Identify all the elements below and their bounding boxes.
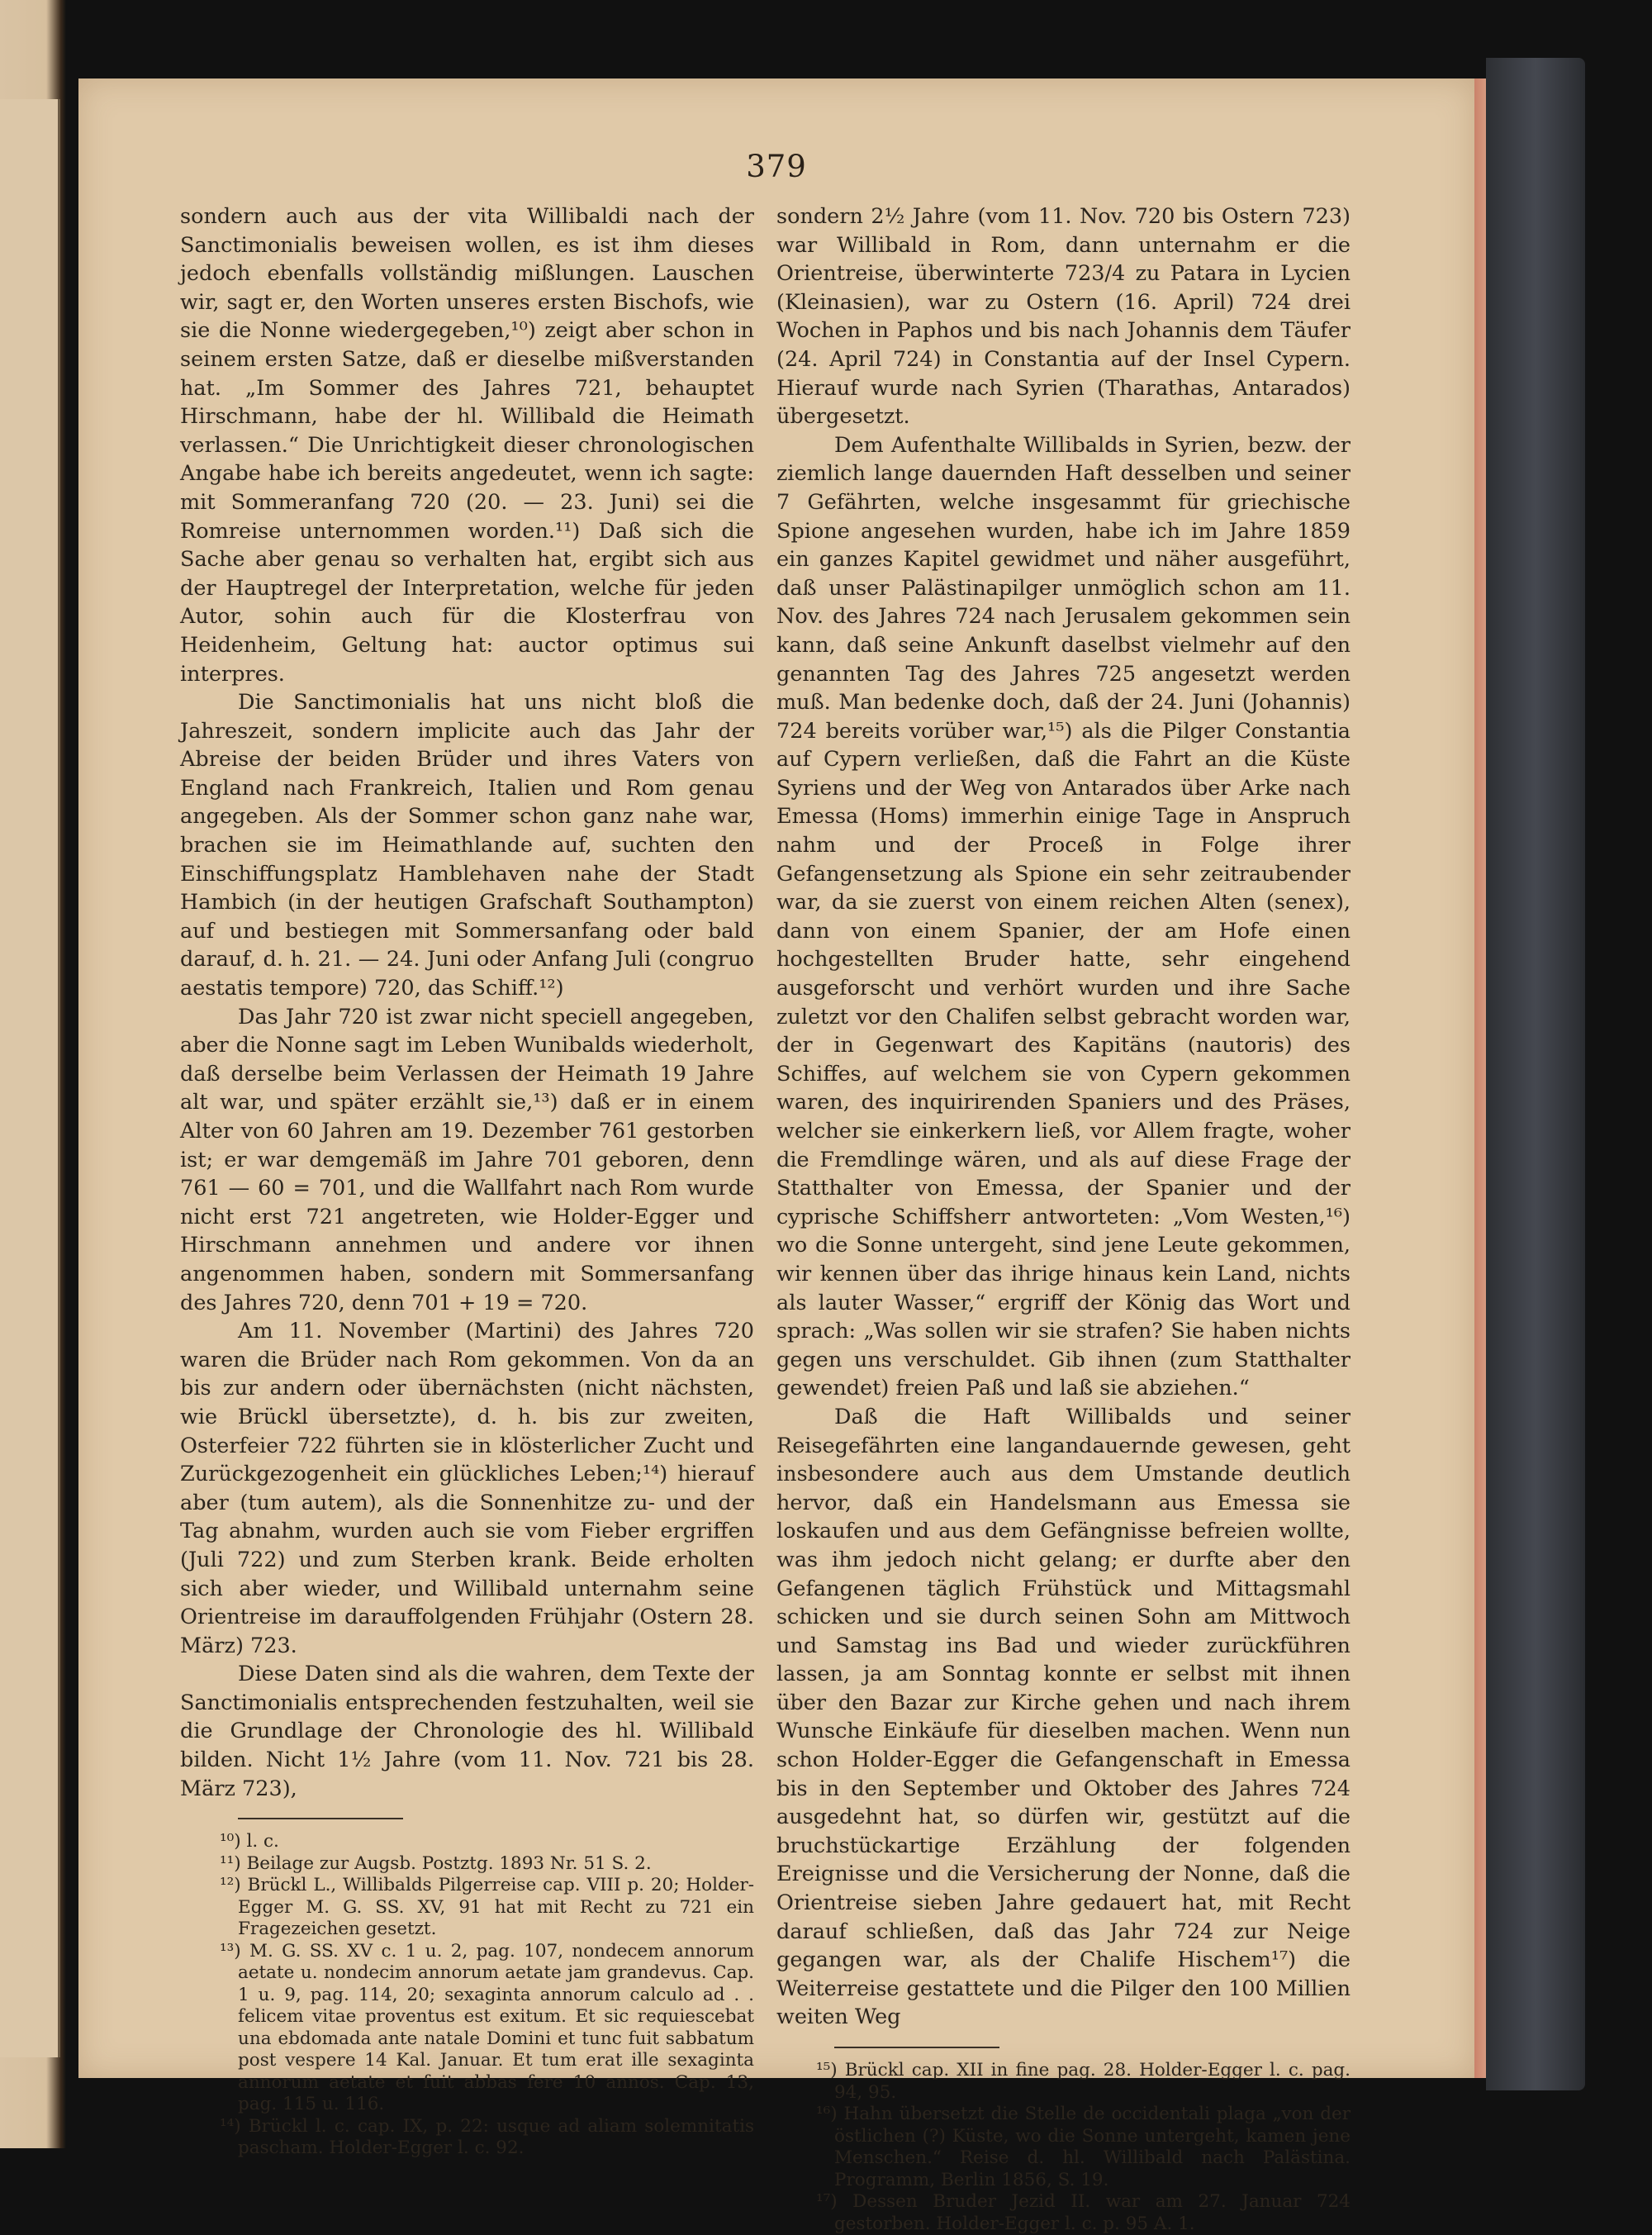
footnote: ¹⁴) Brückl l. c. cap. IX, p. 22: usque ad aliam solemnitatis pascham. Holder-Egger l. c. 92. (220, 2115, 754, 2159)
footnote: ¹¹) Beilage zur Augsb. Postztg. 1893 Nr. 51 S. 2. (220, 1852, 652, 1874)
footnote: ¹⁰) l. c. (220, 1831, 279, 1852)
footnote: ¹⁵) Brückl cap. XII in fine pag. 28. Holder-Egger l. c. pag. 94, 95. (816, 2060, 1351, 2103)
paragraph: Diese Daten sind als die wahren, dem Texte der Sanctimonialis entsprechenden festzuhalten, weil sie die Grundlage der Chronologie des hl. Willibald bilden. Nicht 1½ Jahre (vom 11. Nov. 721 bis 28. März 723), (180, 1662, 754, 1801)
paragraph: Dem Aufenthalte Willibalds in Syrien, bezw. der ziemlich lange dauernden Haft desselben und seiner 7 Gefährten, welche insgesammt für griechische Spione angesehen wurden, habe ich im Jahre 1859 ein ganzes Kapitel gewidmet und näher ausgeführt, daß unser Palästinapilger unmöglich schon am 11. Nov. des Jahres 724 nach Jerusalem gekommen sein kann, daß seine Ankunft daselbst vielmehr auf den genannten Tag des Jahres 725 angesetzt werden muß. Man bedenke doch, daß der 24. Juni (Johannis) 724 bereits vorüber war,¹⁵) als die Pilger Constantia auf Cypern verließen, daß die Fahrt an die Küste Syriens und der Weg von Antarados über Arke nach Emessa (Homs) immerhin einige Tage in Anspruch nahm und der Proceß in Folge ihrer Gefangensetzung als Spione ein sehr zeitraubender war, da sie zuerst von einem reichen Alten (senex), dann von einem Spanier, der am Hofe einen hochgestellten Bruder hatte, sehr eingehend ausgeforscht und verhört wurden und ihre Sache zuletzt vor den Chalifen selbst gebracht worden war, der in Gegenwart des Kapitäns (nautoris) des Schiffes, auf welchem sie von Cypern gekommen waren, des inquirirenden Spaniers und des Präses, welcher sie einkerkern ließ, vor Allem fragte, woher die Fremdlinge wären, und als auf diese Frage der Statthalter von Emessa, der Spanier und der cyprische Schiffsherr antworteten: „Vom Westen,¹⁶) wo die Sonne untergeht, sind jene Leute gekommen, wir kennen über das ihrige hinaus kein Land, nichts als lauter Wasser,“ ergriff der König das Wort und sprach: „Was sollen wir sie strafen? Sie haben nichts gegen uns verschuldet. Gib ihnen (zum Statthalter gewendet) freien Paß und laß sie abziehen.“ (776, 432, 1351, 1401)
facing-page-edge (0, 99, 60, 2057)
paragraph: Die Sanctimonialis hat uns nicht bloß die Jahreszeit, sondern implicite auch das Jahr der Abreise der beiden Brüder und ihres Vaters von England nach Frankreich, Italien und Rom genau angegeben. Als der Sommer schon ganz nahe war, brachen sie im Heimathlande auf, suchten den Einschiffungsplatz Hamblehaven nahe der Stadt Hambich (in der heutigen Grafschaft Southampton) auf und bestiegen mit Sommersanfang oder bald darauf, d. h. 21. — 24. Juni oder Anfang Juli (congruo aestatis tempore) 720, das Schiff.¹²) (180, 690, 754, 1001)
footnote: ¹⁷) Dessen Bruder Jezid II. war am 27. Januar 724 gestorben. Holder-Egger l. c. p. 95 A. 1. (816, 2191, 1351, 2234)
page-edge-gilt (1474, 78, 1486, 2078)
paragraph: sondern 2½ Jahre (vom 11. Nov. 720 bis Ostern 723) war Willibald in Rom, dann unternahm er die Orientreise, überwinterte 723/4 zu Patara in Lycien (Kleinasien), war zu Ostern (16. April) 724 drei Wochen in Paphos und bis nach Johannis dem Täufer (24. April 724) in Constantia auf der Insel Cypern. Hierauf wurde nach Syrien (Tharathas, Antarados) übergesetzt. (776, 204, 1351, 430)
right-column (776, 202, 1351, 2235)
paragraph: Daß die Haft Willibalds und seiner Reisegefährten eine langandauernde gewesen, geht insbesondere auch aus dem Umstande deutlich hervor, daß ein Handelsmann aus Emessa sie loskaufen und aus dem Gefängnisse befreien wollte, was ihm jedoch nicht gelang; er durfte aber den Gefangenen täglich Frühstück und Mittagsmahl schicken und sie durch seinen Sohn am Mittwoch und Samstag ins Bad und wieder zurückführen lassen, ja am Sonntag konnte er selbst mit ihnen über den Bazar zur Kirche gehen und nach ihrem Wunsche Einkäufe für dieselben machen. Wenn nun schon Holder-Egger die Gefangenschaft in Emessa bis in den September und Oktober des Jahres 724 ausgedehnt hat, so dürfen wir, gestützt auf die bruchstückartige Erzählung der folgenden Ereignisse und die Versicherung der Nonne, daß die Orientreise sieben Jahre gedauert hat, mit Recht darauf schließen, daß das Jahr 724 zur Neige gegangen war, als der Chalife Hischem¹⁷) die Weiterreise gestattete und die Pilger den 100 Millien weiten Weg (776, 1404, 1351, 2030)
paragraph: Am 11. November (Martini) des Jahres 720 waren die Brüder nach Rom gekommen. Von da an bis zur andern oder übernächsten (nicht nächsten, wie Brückl übersetzte), d. h. bis zur zweiten, Osterfeier 722 führten sie in klösterlicher Zucht und Zurückgezogenheit ein glückliches Leben;¹⁴) hierauf aber (tum autem), als die Sonnenhitze zu- und der Tag abnahm, wurden auch sie vom Fieber ergriffen (Juli 722) und zum Sterben krank. Beide erholten sich aber wieder, und Willibald unternahm seine Orientreise im darauffolgenden Frühjahr (Ostern 28. März) 723. (180, 1319, 754, 1658)
book-page (78, 78, 1474, 2234)
footnotes-right (776, 2060, 1351, 2235)
paragraph: Das Jahr 720 ist zwar nicht speciell angegeben, aber die Nonne sagt im Leben Wunibalds wiederholt, daß derselbe beim Verlassen der Heimath 19 Jahre alt war, und später erzählt sie,¹³) daß er in einem Alter von 60 Jahren am 19. Dezember 761 gestorben ist; er war demgemäß im Jahre 701 geboren, denn 761 — 60 = 701, und die Wallfahrt nach Rom wurde nicht erst 721 angetreten, wie Holder-Egger und Hirschmann annehmen und andere vor ihnen angenommen haben, sondern mit Sommersanfang des Jahres 720, denn 701 + 19 = 720. (180, 1004, 754, 1315)
footnote: ¹⁶) Hahn übersetzt die Stelle de occidentali plaga „von der östlichen (?) Küste, wo die Sonne untergeht, kamen jene Menschen.“ Reise d. hl. Willibald nach Palästina. Programm, Berlin 1856, S. 19. (816, 2104, 1351, 2190)
footnote: ¹²) Brückl L., Willibalds Pilgerreise cap. VIII p. 20; Holder-Egger M. G. SS. XV, 91 hat mit Recht zu 721 ein Fragezeichen gesetzt. (220, 1875, 754, 1940)
footnote-divider (834, 2047, 999, 2048)
footnotes-left (180, 1831, 754, 2160)
left-column (180, 202, 754, 2160)
book-cover (1486, 58, 1585, 2090)
footnote-divider (238, 1818, 403, 1819)
paragraph: sondern auch aus der vita Willibaldi nach der Sanctimonialis beweisen wollen, es ist ihm dieses jedoch ebenfalls vollständig mißlungen. Lauschen wir, sagt er, den Worten unseres ersten Bischofs, wie sie die Nonne wiedergegeben,¹⁰) zeigt aber schon in seinem ersten Satze, daß er dieselbe mißverstanden hat. „Im Sommer des Jahres 721, behauptet Hirschmann, habe der hl. Willibald die Heimath verlassen.“ Die Unrichtigkeit dieser chronologischen Angabe habe ich bereits angedeutet, wenn ich sagte: mit Sommeranfang 720 (20. — 23. Juni) sei die Romreise unternommen worden.¹¹) Daß sich die Sache aber genau so verhalten hat, ergibt sich aus der Hauptregel der Interpretation, welche für jeden Autor, sohin auch für die Klosterfrau von Heidenheim, Geltung hat: auctor optimus sui interpres. (180, 204, 754, 687)
footnote: ¹³) M. G. SS. XV c. 1 u. 2, pag. 107, nondecem annorum aetate u. nondecim annorum aetate jam grandevus. Cap. 1 u. 9, pag. 114, 20; sexaginta annorum calculo ad . . felicem vitae proventus est exitum. Et sic requiescebat una ebdomada ante natale Domini et tunc fuit sabbatum post vespere 14 Kal. Januar. Et tum erat ille sexaginta annorum aetate et fuit abbas fere 10 annos. Cap. 13, pag. 115 u. 116. (220, 1940, 754, 2115)
page-number: 379 (746, 149, 807, 184)
